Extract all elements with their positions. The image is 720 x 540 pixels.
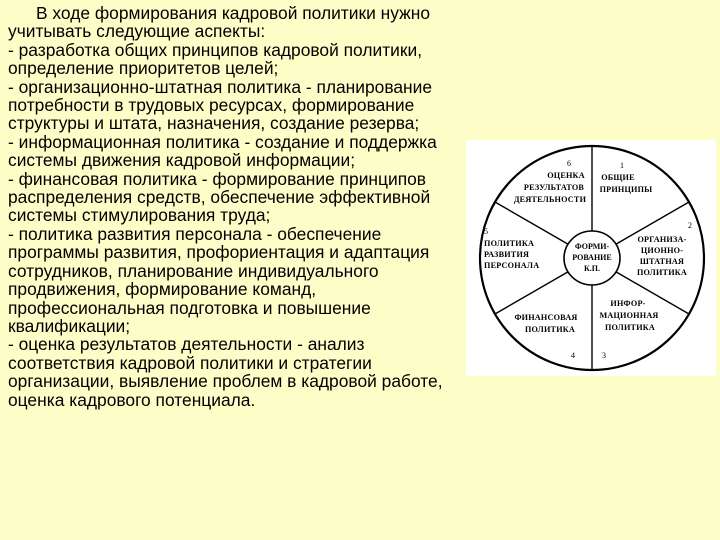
segment-label-line: ДЕЯТЕЛЬНОСТИ [513, 195, 587, 204]
segment-label-line: ШТАТНАЯ [639, 257, 685, 266]
segment-label-line: ОЦЕНКА [547, 171, 585, 180]
segment-label-line: ИНФОР- [610, 299, 646, 308]
aspect-item: - разработка общих принципов кадровой политики, определение приоритетов целей; [8, 39, 423, 79]
aspect-item: - оценка результатов деятельности - анализ соответствия кадровой политики и стратегии организации, выявление проблем в кадровой работе, оценка кадрового потенциала. [8, 334, 443, 410]
segment-number: 3 [602, 351, 606, 360]
segment-label-line: ПОЛИТИКА [636, 268, 688, 277]
hub-label-line: ФОРМИ- [574, 242, 610, 251]
segment-label-line: ОБЩИЕ [601, 173, 635, 182]
segment-label-line: МАЦИОННАЯ [599, 311, 659, 320]
segment-divider [495, 272, 569, 315]
intro-paragraph: В ходе формирования кадровой политики нужно учитывать следующие аспекты: [8, 3, 431, 42]
hub-label-line: РОВАНИЕ [572, 253, 612, 262]
segment-label-line: ОРГАНИЗА- [637, 235, 687, 244]
aspect-item: - информационная политика - создание и поддержка системы движения кадровой информации; [8, 131, 437, 171]
segment-label-line: ФИНАНСОВАЯ [514, 313, 578, 322]
segment-label-line: ПРИНЦИПЫ [599, 185, 653, 194]
aspect-item: - финансовая политика - формирование принципов распределения средств, обеспечение эффективной системы стимулирования труда; [8, 168, 431, 226]
segment-label-line: ПОЛИТИКА [484, 239, 535, 248]
segment-label-line: ПОЛИТИКА [604, 323, 656, 332]
segment-number: 2 [688, 221, 692, 230]
segment-label-line: РАЗВИТИЯ [484, 250, 530, 259]
segment-label-line: ЦИОННО- [640, 246, 684, 255]
aspect-item: - организационно-штатная политика - планирование потребности в трудовых ресурсах, формирование структуры и штата, назначения, создание резерва; [8, 76, 433, 134]
segment-label-line: ПЕРСОНАЛА [484, 261, 540, 270]
segment-number: 4 [571, 351, 575, 360]
segment-number: 5 [484, 227, 488, 236]
segment-number: 6 [567, 159, 571, 168]
hub-label-line: К.П. [583, 264, 601, 273]
aspect-item: - политика развития персонала - обеспечение программы развития, профориентация и адаптация сотрудников, планирование индивидуального продвижения, формирование команд, профессиональная подготовка и повышение квалификации; [8, 223, 430, 336]
policy-wheel-diagram [466, 140, 716, 376]
segment-number: 1 [620, 161, 624, 170]
segment-label-line: РЕЗУЛЬТАТОВ [523, 183, 585, 192]
text-block [8, 4, 460, 409]
segment-label-line: ПОЛИТИКА [524, 325, 576, 334]
